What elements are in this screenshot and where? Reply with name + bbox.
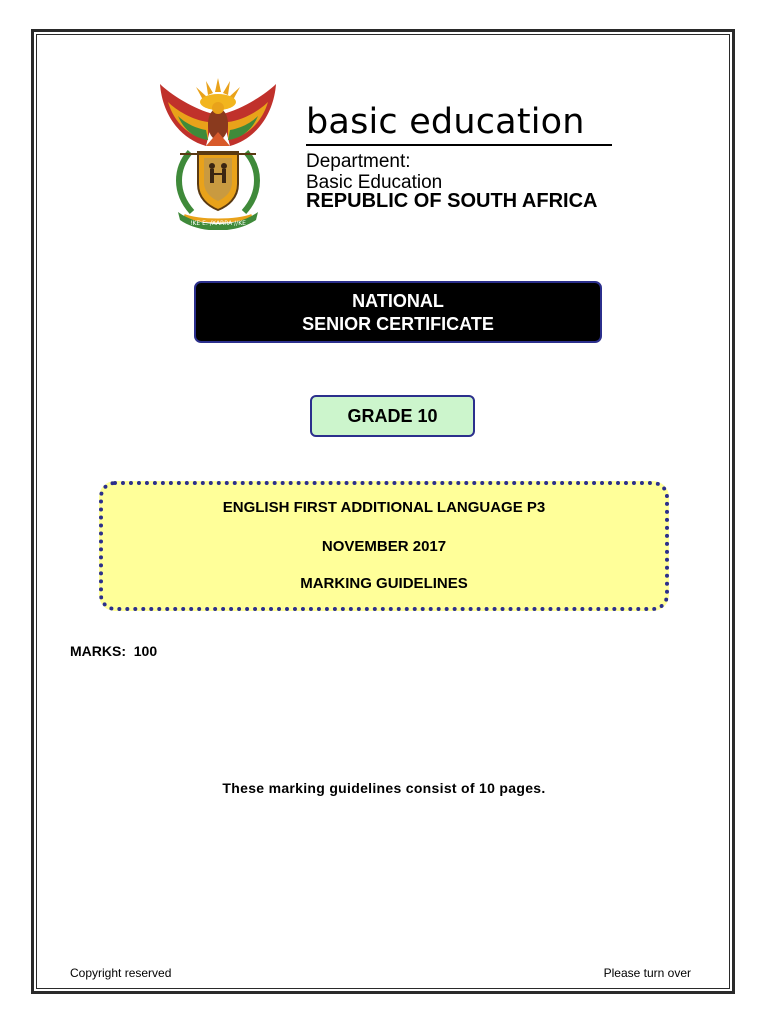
total-marks: MARKS: 100 (70, 643, 158, 659)
page-count-note: These marking guidelines consist of 10 pages. (222, 780, 546, 796)
brand-divider (306, 144, 612, 146)
paper-title: ENGLISH FIRST ADDITIONAL LANGUAGE P3 (222, 499, 546, 516)
svg-text:!KE E: /XARRA //KE: !KE E: /XARRA //KE (190, 220, 246, 227)
certificate-banner (194, 281, 602, 343)
certificate-line-2: SENIOR CERTIFICATE (302, 314, 494, 334)
department-label: Department: (306, 151, 411, 172)
footer-turn-over: Please turn over (603, 966, 691, 980)
certificate-line-1: NATIONAL (352, 291, 444, 311)
coat-of-arms-logo (150, 72, 286, 230)
document-type: MARKING GUIDELINES (300, 575, 468, 592)
brand-title: basic education (306, 102, 585, 142)
grade-badge: GRADE 10 (310, 395, 475, 437)
footer-copyright: Copyright reserved (70, 966, 172, 980)
department-name: Basic Education (306, 172, 443, 193)
country-name: REPUBLIC OF SOUTH AFRICA (306, 190, 598, 212)
exam-session: NOVEMBER 2017 (321, 538, 447, 555)
subject-panel (99, 481, 669, 611)
